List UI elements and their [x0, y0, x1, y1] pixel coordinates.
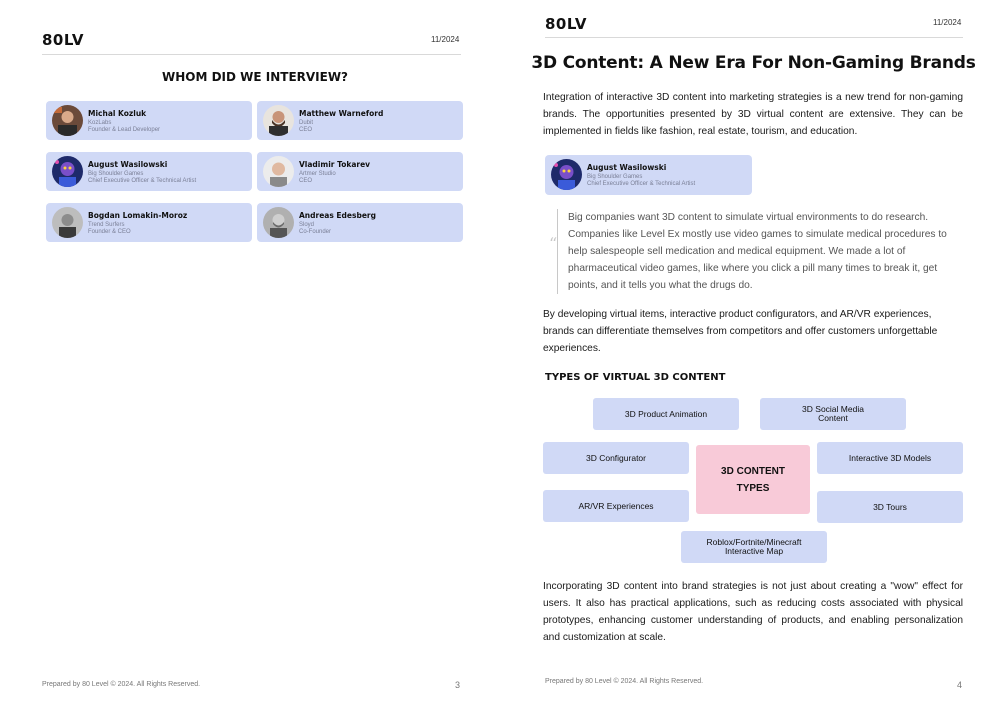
person-role: CEO	[299, 127, 313, 133]
header-date: 11/2024	[933, 18, 962, 27]
person-role: CEO	[299, 178, 313, 184]
type-box-social-media: 3D Social Media Content	[760, 398, 906, 430]
person-role: Co-Founder	[299, 229, 332, 235]
center-box-content-types: 3D CONTENT TYPES	[696, 445, 810, 514]
avatar	[263, 105, 294, 136]
person-name: August Wasilowski	[88, 160, 168, 169]
logo-80lv: 80LV	[42, 31, 84, 49]
closing-paragraph: Incorporating 3D content into brand strategies is not just about creating a "wow" effect for users. It also has practical applications, such as reducing costs associated with physical prototypes, enhancing customer understanding of products, and enabling personalization and customization at scale.	[543, 581, 963, 643]
person-company: Trend Surfers	[88, 222, 125, 228]
person-company: Sloyd	[299, 222, 315, 228]
avatar	[263, 207, 294, 238]
page-title: 3D Content: A New Era For Non-Gaming Brands	[531, 53, 976, 73]
quote-icon: “	[549, 234, 558, 253]
person-role: Chief Executive Officer & Technical Artist	[88, 178, 197, 184]
header-divider	[545, 37, 963, 38]
type-box-product-animation: 3D Product Animation	[593, 398, 739, 430]
quote-block	[557, 209, 968, 294]
speaker-role: Chief Executive Officer & Technical Artist	[587, 181, 696, 187]
avatar	[263, 156, 294, 187]
page-number: 4	[957, 680, 963, 690]
person-name: Bogdan Lomakin-Moroz	[88, 211, 188, 220]
intro-paragraph: Integration of interactive 3D content into marketing strategies is a new trend for non-gaming brands. The opportunities presented by 3D virtual content are extensive. They can be implemented in fields like fashion, real estate, tourism, and education.	[543, 92, 963, 137]
person-card	[46, 203, 252, 242]
person-name: Vladimir Tokarev	[299, 160, 371, 169]
types-heading: TYPES OF VIRTUAL 3D CONTENT	[545, 372, 726, 383]
header-divider	[42, 54, 461, 55]
avatar	[52, 105, 83, 136]
speaker-card	[545, 155, 752, 195]
type-box-3d-tours: 3D Tours	[817, 491, 963, 523]
person-company: Artmer Studio	[299, 171, 336, 177]
avatar	[52, 207, 83, 238]
person-card	[46, 101, 252, 140]
person-name: Michal Kozluk	[88, 109, 147, 118]
footer-copyright: Prepared by 80 Level © 2024. All Rights Reserved.	[42, 681, 201, 688]
avatar	[551, 159, 582, 190]
type-box-roblox-map: Roblox/Fortnite/Minecraft Interactive Map	[681, 531, 827, 563]
footer-copyright: Prepared by 80 Level © 2024. All Rights Reserved.	[545, 678, 704, 685]
person-company: KozLabs	[88, 120, 112, 126]
person-card	[257, 152, 463, 191]
person-company: Dubit	[299, 120, 314, 126]
person-card	[257, 203, 463, 242]
person-name: Andreas Edesberg	[299, 211, 376, 220]
person-card	[46, 152, 252, 191]
interviewees-heading: WHOM DID WE INTERVIEW?	[161, 70, 349, 84]
page-number: 3	[455, 680, 461, 690]
person-role: Founder & Lead Developer	[88, 127, 161, 133]
avatar	[52, 156, 83, 187]
body-paragraph: By developing virtual items, interactive product configurators, and AR/VR experiences, brands can differentiate themselves from competitors and offer customers unforgettable experiences.	[543, 309, 938, 354]
type-box-interactive-models: Interactive 3D Models	[817, 442, 963, 474]
person-name: Matthew Warneford	[299, 109, 384, 118]
logo-80lv: 80LV	[545, 15, 587, 33]
person-company: Big Shoulder Games	[88, 171, 144, 177]
person-role: Founder & CEO	[88, 229, 131, 235]
person-card	[257, 101, 463, 140]
speaker-company: Big Shoulder Games	[587, 174, 643, 180]
type-box-ar-vr: AR/VR Experiences	[543, 490, 689, 522]
speaker-name: August Wasilowski	[587, 163, 667, 172]
header-date: 11/2024	[431, 35, 460, 44]
quote-text: Big companies want 3D content to simulate virtual environments to do research. Companies like Level Ex mostly use video games to simulate medical procedures to help salespeople sell medication and medical equipment. We made a lot of pharmaceutical video games, like where you click a pill many times to break it, get points, and it tells you what the drugs do.	[568, 212, 947, 291]
type-box-configurator: 3D Configurator	[543, 442, 689, 474]
